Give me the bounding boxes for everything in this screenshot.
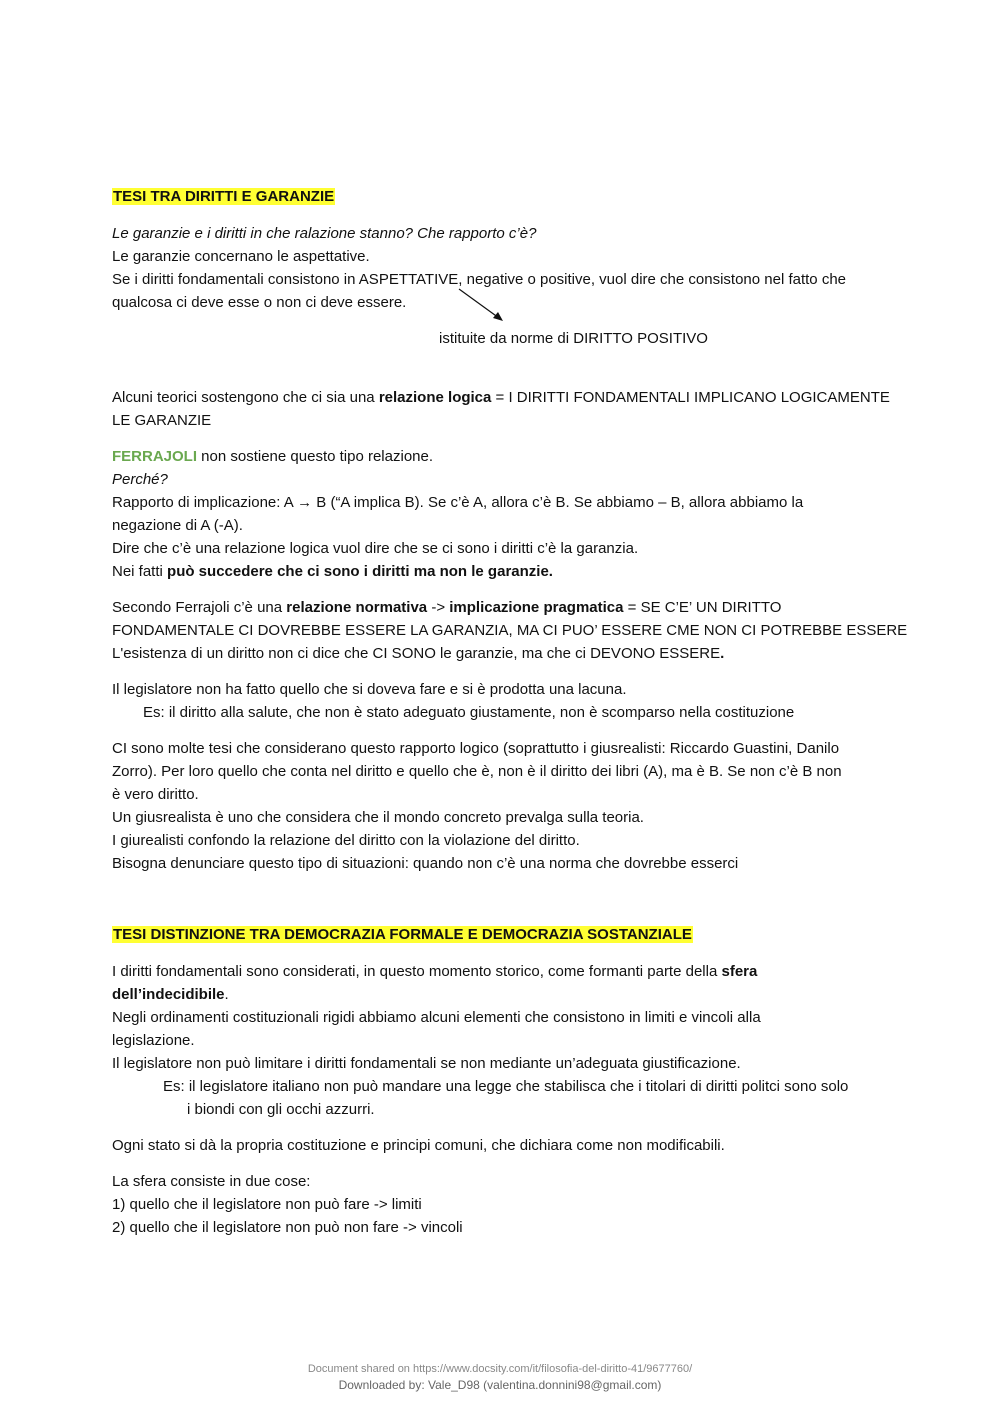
normative-relation-line: Secondo Ferrajoli c’è una relazione normativa -> implicazione pragmatica = SE C’E’ UN DIRITTO bbox=[112, 599, 782, 616]
text-line: Il legislatore non ha fatto quello che si doveva fare e si è prodotta una lacuna. bbox=[112, 681, 627, 698]
list-item: 2) quello che il legislatore non può non fare -> vincoli bbox=[112, 1219, 463, 1236]
text-line: Dire che c’è una relazione logica vuol dire che se ci sono i diritti c’è la garanzia. bbox=[112, 540, 639, 557]
text-line: Zorro). Per loro quello che conta nel diritto e quello che è, non è il diritto dei libri (A), ma è B. Se non c’è B non bbox=[112, 763, 842, 780]
arrow-icon bbox=[455, 286, 515, 326]
example-line: i biondi con gli occhi azzurri. bbox=[187, 1101, 375, 1118]
ferrajoli-line: FERRAJOLI non sostiene questo tipo relazione. bbox=[112, 448, 434, 465]
text-line: qualcosa ci deve esse o non ci deve essere. bbox=[112, 294, 407, 311]
text-line: L'esistenza di un diritto non ci dice che CI SONO le garanzie, ma che ci DEVONO ESSERE. bbox=[112, 645, 725, 662]
text-line: Se i diritti fondamentali consistono in ASPETTATIVE, negative o positive, vuol dire che consistono nel fatto che bbox=[112, 271, 847, 288]
text-line: negazione di A (-A). bbox=[112, 517, 243, 534]
text-line: CI sono molte tesi che considerano questo rapporto logico (soprattutto i giusrealisti: Riccardo Guastini, Danilo bbox=[112, 740, 840, 757]
text-line: FONDAMENTALE CI DOVREBBE ESSERE LA GARANZIA, MA CI PUO’ ESSERE CME NON CI POTREBBE ESSERE bbox=[112, 622, 908, 639]
text-line: dell’indecidibile. bbox=[112, 986, 229, 1003]
text-line: Ogni stato si dà la propria costituzione e principi comuni, che dichiara come non modificabili. bbox=[112, 1137, 725, 1154]
text-line: I giurealisti confondo la relazione del diritto con la violazione del diritto. bbox=[112, 832, 580, 849]
section2-title: TESI DISTINZIONE TRA DEMOCRAZIA FORMALE E DEMOCRAZIA SOSTANZIALE bbox=[113, 926, 692, 943]
text-line: LE GARANZIE bbox=[112, 412, 212, 429]
example-line: Es: il legislatore italiano non può mandare una legge che stabilisca che i titolari di diritti politci sono solo bbox=[163, 1078, 849, 1095]
text-line: Nei fatti può succedere che ci sono i diritti ma non le garanzie. bbox=[112, 563, 553, 580]
section1-title: TESI TRA DIRITTI E GARANZIE bbox=[113, 188, 335, 205]
text-line: Un giusrealista è uno che considera che il mondo concreto prevalga sulla teoria. bbox=[112, 809, 644, 826]
example-line: Es: il diritto alla salute, che non è stato adeguato giustamente, non è scomparso nella costituzione bbox=[143, 704, 795, 721]
text-line: legislazione. bbox=[112, 1032, 195, 1049]
text-line: I diritti fondamentali sono considerati, in questo momento storico, come formanti parte della sfera bbox=[112, 963, 758, 980]
logical-relation-line: Alcuni teorici sostengono che ci sia una relazione logica = I DIRITTI FONDAMENTALI IMPLICANO LOGICAMENTE bbox=[112, 389, 890, 406]
text-line: La sfera consiste in due cose: bbox=[112, 1173, 311, 1190]
text-line: Bisogna denunciare questo tipo di situazioni: quando non c’è una norma che dovrebbe esserci bbox=[112, 855, 739, 872]
arrow-note: istituite da norme di DIRITTO POSITIVO bbox=[439, 330, 708, 347]
section1-question: Le garanzie e i diritti in che ralazione stanno? Che rapporto c’è? bbox=[112, 225, 537, 242]
text-line: è vero diritto. bbox=[112, 786, 199, 803]
text-line: Le garanzie concernano le aspettative. bbox=[112, 248, 370, 265]
text-line: Il legislatore non può limitare i diritti fondamentali se non mediante un’adeguata giustificazione. bbox=[112, 1055, 741, 1072]
list-item: 1) quello che il legislatore non può fare -> limiti bbox=[112, 1196, 422, 1213]
text-line: Negli ordinamenti costituzionali rigidi abbiamo alcuni elementi che consistono in limiti e vincoli alla bbox=[112, 1009, 761, 1026]
footer-downloaded-by: Downloaded by: Vale_D98 (valentina.donnini98@gmail.com) bbox=[338, 1378, 662, 1392]
footer-shared-link[interactable]: Document shared on https://www.docsity.com/it/filosofia-del-diritto-41/9677760/ bbox=[307, 1363, 693, 1375]
implication-line: Rapporto di implicazione: A → B (“A implica B). Se c’è A, allora c’è B. Se abbiamo – B, allora abbiamo la bbox=[112, 494, 804, 511]
text-line: Perché? bbox=[112, 471, 168, 488]
